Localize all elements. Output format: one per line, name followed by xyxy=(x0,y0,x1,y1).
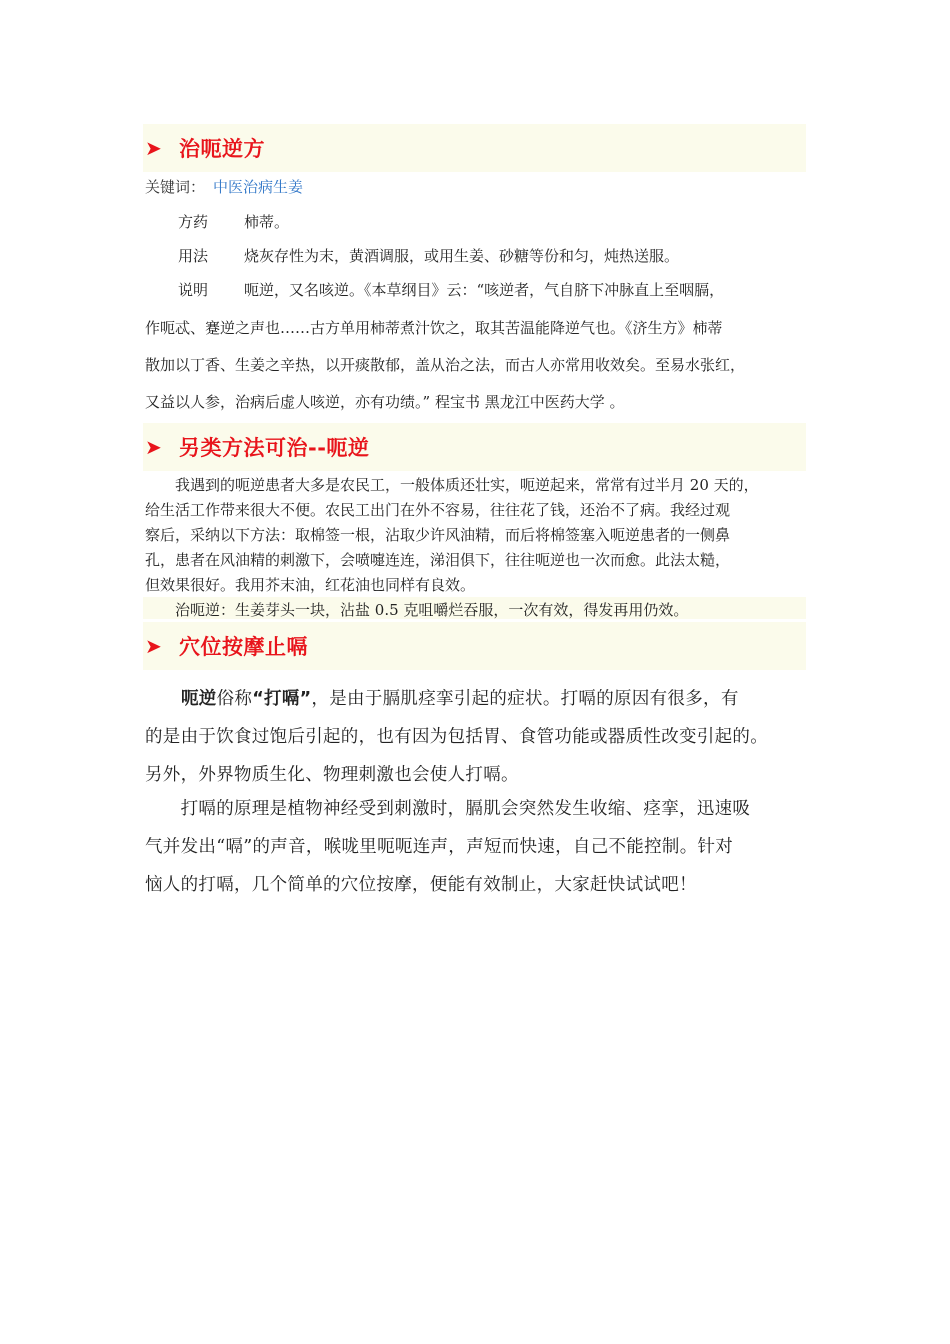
paragraph-line: 打嗝的原理是植物神经受到刺激时，膈肌会突然发生收缩、痉挛，迅速吸 xyxy=(145,799,751,819)
row-label: 方药 xyxy=(178,213,209,231)
section-title-3: 穴位按摩止嗝 xyxy=(179,635,308,659)
row-label: 说明 xyxy=(178,281,209,299)
remedy-highlight-line: 治呃逆：生姜芽头一块，沾盐 0.5 克咀嚼烂吞服，一次有效，得发再用仍效。 xyxy=(145,601,689,619)
arrow-bullet-icon: ➤ xyxy=(145,435,162,459)
bold-term: 呃逆 xyxy=(181,689,217,709)
row-text: 烧灰存性为末，黄酒调服，或用生姜、砂糖等份和匀，炖热送服。 xyxy=(244,247,680,265)
section-heading-2 xyxy=(143,423,806,471)
paragraph-line: 气并发出“嗝”的声音，喉咙里呃呃连声，声短而快速，自己不能控制。针对 xyxy=(145,837,734,857)
keywords-link[interactable]: 中医治病生姜 xyxy=(213,178,304,196)
recipe-row-usage xyxy=(178,245,679,266)
paragraph-line xyxy=(181,685,739,710)
paragraph-line: 察后，采纳以下方法：取棉签一根，沾取少许风油精，而后将棉签塞入呃逆患者的一侧鼻 xyxy=(145,526,731,544)
row-text: 柿蒂。 xyxy=(244,213,290,231)
bold-term: “打嗝” xyxy=(252,689,312,709)
section-heading-3 xyxy=(143,622,806,670)
recipe-row-explanation xyxy=(178,279,724,300)
paragraph-line: 但效果很好。我用芥末油，红花油也同样有良效。 xyxy=(145,576,476,594)
section-heading-1 xyxy=(143,124,806,172)
plain-text: ，是由于膈肌痉挛引起的症状。打嗝的原因有很多，有 xyxy=(311,689,739,709)
arrow-bullet-icon: ➤ xyxy=(145,136,162,160)
paragraph-line: 的是由于饮食过饱后引起的，也有因为包括胃、食管功能或器质性改变引起的。 xyxy=(145,727,768,747)
explanation-line: 又益以人参，治病后虚人咳逆，亦有功绩。” 程宝书 黑龙江中医药大学 。 xyxy=(145,393,625,411)
paragraph-line: 我遇到的呃逆患者大多是农民工，一般体质还壮实，呃逆起来，常常有过半月 20 天的， xyxy=(145,476,759,494)
paragraph-line: 孔，患者在风油精的刺激下，会喷嚏连连，涕泪俱下，往往呃逆也一次而愈。此法太糙， xyxy=(145,551,731,569)
section-title-2: 另类方法可治--呃逆 xyxy=(179,436,370,460)
arrow-bullet-icon: ➤ xyxy=(145,634,162,658)
paragraph-line: 恼人的打嗝，几个简单的穴位按摩，便能有效制止，大家赶快试试吧！ xyxy=(145,875,697,895)
paragraph-line: 另外，外界物质生化、物理刺激也会使人打嗝。 xyxy=(145,765,519,785)
recipe-row-formula xyxy=(178,211,289,232)
keywords-label: 关键词： xyxy=(145,178,206,196)
row-text: 呃逆，又名咳逆。《本草纲目》云：“咳逆者，气自脐下冲脉直上至咽膈， xyxy=(244,281,725,299)
keywords-line xyxy=(145,176,303,197)
section-title-1: 治呃逆方 xyxy=(179,137,265,161)
explanation-line: 作呃忒、蹇逆之声也……古方单用柿蒂煮汁饮之，取其苦温能降逆气也。《济生方》柿蒂 xyxy=(145,319,723,337)
row-label: 用法 xyxy=(178,247,209,265)
plain-text: 俗称 xyxy=(216,689,253,709)
explanation-line: 散加以丁香、生姜之辛热，以开痰散郁，盖从治之法，而古人亦常用收效矣。至易水张红， xyxy=(145,356,746,374)
paragraph-line: 给生活工作带来很大不便。农民工出门在外不容易，往往花了钱，还治不了病。我经过观 xyxy=(145,501,731,519)
